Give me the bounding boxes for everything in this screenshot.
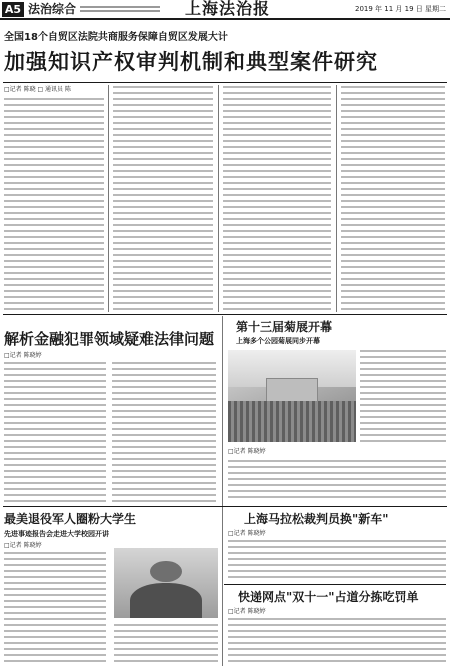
left-story-2-byline: □记者 陈晓婷 [4, 542, 42, 549]
top-story-byline: □记者 陈晓 □ 通讯员 陈 [4, 86, 71, 93]
newspaper-masthead: 上海法治报 [185, 0, 271, 18]
veteran-portrait-photo [114, 548, 218, 618]
article-body-left1-col1 [4, 362, 106, 502]
left-story-1-headline: 解析金融犯罪领域疑难法律问题 [4, 330, 215, 348]
editor-credits-line [80, 6, 160, 14]
page-header [0, 0, 450, 20]
issue-dateline: 2019 年 11 月 19 日 星期二 [355, 5, 446, 13]
right-story-2-byline: □记者 陈晓婷 [228, 608, 266, 615]
article-body-right1 [228, 540, 446, 580]
article-body-left1-col2 [112, 362, 216, 502]
article-body-left2-col1 [4, 552, 106, 664]
column-divider [108, 85, 109, 312]
article-body-center1-lower [228, 460, 446, 502]
article-body-top-col4 [341, 86, 445, 310]
column-divider [218, 85, 219, 312]
center-story-1-kicker: 上海多个公园菊展同步开幕 [236, 337, 320, 345]
top-story-headline: 加强知识产权审判机制和典型案件研究 [4, 50, 378, 74]
divider [3, 314, 447, 315]
article-body-left2-col2 [114, 624, 218, 664]
article-body-top-col2 [113, 86, 213, 310]
section-title: 法治综合 [28, 2, 77, 16]
top-story-kicker: 全国18个自贸区法院共商服务保障自贸区发展大计 [4, 32, 228, 43]
left-story-1-byline: □记者 陈晓婷 [4, 352, 42, 359]
article-body-right2 [228, 618, 446, 664]
divider [224, 584, 446, 585]
divider [3, 82, 447, 83]
center-story-1-headline: 第十三届菊展开幕 [236, 320, 333, 334]
article-body-center1-sidecol [360, 350, 446, 442]
column-divider [336, 85, 337, 312]
chrysanthemum-show-photo [228, 350, 356, 442]
article-body-top-col3 [223, 86, 331, 310]
left-story-2-headline: 最美退役军人圈粉大学生 [4, 512, 137, 526]
article-body-top-col1 [4, 98, 104, 310]
page-number-badge: A5 [2, 2, 24, 17]
divider [3, 506, 447, 507]
center-story-1-byline: □记者 陈晓婷 [228, 448, 266, 455]
right-story-1-byline: □记者 陈晓婷 [228, 530, 266, 537]
right-story-2-headline: 快递网点"双十一"占道分拣吃罚单 [238, 590, 419, 604]
right-story-1-headline: 上海马拉松裁判员换"新车" [244, 512, 389, 526]
left-story-2-kicker: 先进事迹报告会走进大学校园开讲 [4, 530, 109, 538]
column-divider [222, 316, 223, 666]
